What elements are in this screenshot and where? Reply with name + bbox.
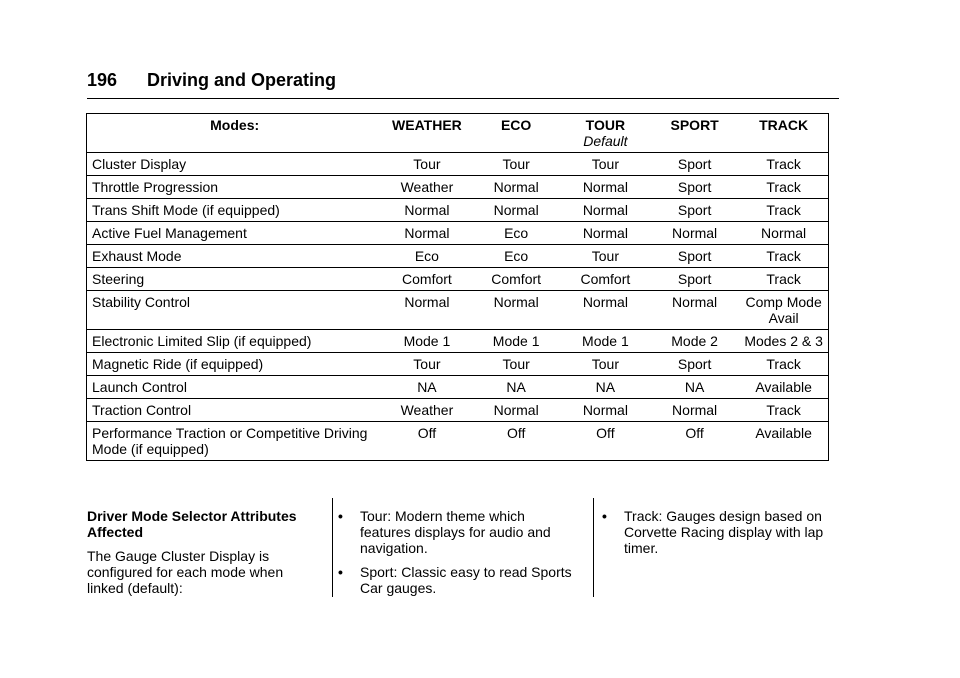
bullet-text: Sport: Classic easy to read Sports Car gauges. xyxy=(360,564,572,596)
table-row xyxy=(87,399,829,422)
table-cell: Normal xyxy=(404,202,450,218)
table-cell: Tour xyxy=(502,356,530,372)
table-cell: Track xyxy=(766,402,801,418)
table-cell: Normal xyxy=(404,294,450,310)
column-header xyxy=(739,114,828,153)
table-cell: Normal xyxy=(493,179,539,195)
table-cell: Mode 1 xyxy=(403,333,451,349)
table-row xyxy=(87,199,829,222)
table-cell: Normal xyxy=(582,225,628,241)
table-cell: Weather xyxy=(400,179,454,195)
table-cell: Normal xyxy=(672,225,718,241)
intro-paragraph: The Gauge Cluster Display is configured for each mode when linked (default): xyxy=(87,548,284,596)
row-label: Traction Control xyxy=(92,402,192,418)
table-row xyxy=(87,268,829,291)
table-cell: Normal xyxy=(672,402,718,418)
table-cell: Normal xyxy=(582,202,628,218)
row-label: Steering xyxy=(92,271,145,287)
table-cell: Off xyxy=(417,425,437,441)
table-cell: Normal xyxy=(582,294,628,310)
column-divider xyxy=(593,498,594,597)
table-cell: Track xyxy=(766,202,801,218)
table-cell: Normal xyxy=(672,294,718,310)
list-item xyxy=(336,508,576,556)
table-cell: Tour xyxy=(502,156,530,172)
table-cell: NA xyxy=(595,379,616,395)
row-label: Throttle Progression xyxy=(92,179,219,195)
list-item xyxy=(336,564,576,596)
row-label: Trans Shift Mode (if equipped) xyxy=(92,202,280,218)
table-cell: Off xyxy=(596,425,615,441)
table-cell: NA xyxy=(417,379,437,395)
section-title: Driving and Operating xyxy=(147,70,337,90)
column-header xyxy=(650,114,739,153)
row-label: Launch Control xyxy=(92,379,187,395)
column-divider xyxy=(332,498,333,597)
table-cell: Comfort xyxy=(491,271,542,287)
page-number: 196 xyxy=(87,70,118,90)
table-cell: Normal xyxy=(582,402,628,418)
table-cell: Mode 1 xyxy=(492,333,540,349)
column-header xyxy=(382,114,471,153)
table-row xyxy=(87,176,829,199)
table-cell: Eco xyxy=(504,248,529,264)
table-cell: Tour xyxy=(591,248,619,264)
bullet-text: Track: Gauges design based on Corvette Racing display with lap timer. xyxy=(624,508,824,556)
bullet-text: Tour: Modern theme which features displays for audio and navigation. xyxy=(360,508,551,556)
table-cell: Track xyxy=(766,356,801,372)
table-cell: Track xyxy=(766,179,801,195)
table-cell: Comfort xyxy=(580,271,631,287)
driver-modes-table xyxy=(86,113,829,461)
table-cell: Normal xyxy=(761,225,807,241)
column-header xyxy=(472,114,561,153)
table-row xyxy=(87,245,829,268)
bullet-icon: • xyxy=(338,564,343,580)
table-cell: Track xyxy=(766,271,801,287)
table-cell: Track xyxy=(766,248,801,264)
row-label: Electronic Limited Slip (if equipped) xyxy=(92,333,312,349)
row-label: Performance Traction or Competitive Driving Mode (if equipped) xyxy=(92,425,368,457)
text-column-3 xyxy=(600,508,840,564)
row-label: Cluster Display xyxy=(92,156,187,172)
table-row xyxy=(87,330,829,353)
table-row xyxy=(87,153,829,176)
column-header xyxy=(561,114,650,153)
column-header-label: WEATHER xyxy=(392,117,462,133)
column-header-label: ECO xyxy=(500,117,532,133)
table-cell: Normal xyxy=(493,402,539,418)
table-cell: Eco xyxy=(504,225,529,241)
table-cell: Available xyxy=(755,379,812,395)
table-cell: Mode 1 xyxy=(582,333,629,349)
table-cell: Sport xyxy=(677,179,712,195)
table-cell: Weather xyxy=(400,402,454,418)
table-cell: Sport xyxy=(677,202,712,218)
table-cell: Comp Mode Avail xyxy=(745,294,822,326)
column-header-label: TOUR xyxy=(585,117,626,133)
column-header-subtitle: Default xyxy=(583,133,628,149)
column-header-label: Modes: xyxy=(210,117,260,133)
table-row xyxy=(87,422,829,461)
column-header-label: SPORT xyxy=(670,117,719,133)
table-cell: Off xyxy=(506,425,526,441)
table-cell: Tour xyxy=(591,356,619,372)
table-cell: Mode 2 xyxy=(671,333,718,349)
table-cell: Sport xyxy=(677,271,712,287)
table-row xyxy=(87,222,829,245)
page-header xyxy=(87,70,839,99)
row-label: Magnetic Ride (if equipped) xyxy=(92,356,264,372)
bullet-icon: • xyxy=(338,508,343,524)
list-item xyxy=(600,508,840,556)
table-cell: Tour xyxy=(413,356,441,372)
table-cell: Modes 2 & 3 xyxy=(744,333,823,349)
table-cell: Normal xyxy=(582,179,628,195)
table-cell: Off xyxy=(685,425,704,441)
table-cell: Comfort xyxy=(402,271,452,287)
row-label: Stability Control xyxy=(92,294,191,310)
table-cell: Normal xyxy=(404,225,450,241)
section-heading: Driver Mode Selector Attributes Affected xyxy=(87,508,297,540)
text-column-2 xyxy=(336,508,576,604)
table-row xyxy=(87,376,829,399)
bullet-icon: • xyxy=(602,508,607,524)
table-cell: Sport xyxy=(677,248,712,264)
column-header-label: TRACK xyxy=(759,117,809,133)
table-cell: NA xyxy=(684,379,705,395)
row-label: Active Fuel Management xyxy=(92,225,247,241)
table-cell: Normal xyxy=(493,202,539,218)
table-cell: Tour xyxy=(413,156,441,172)
table-row xyxy=(87,353,829,376)
column-header xyxy=(87,114,383,153)
table-row xyxy=(87,291,829,330)
table-cell: NA xyxy=(506,379,526,395)
table-cell: Eco xyxy=(414,248,439,264)
row-label: Exhaust Mode xyxy=(92,248,182,264)
table-cell: Sport xyxy=(677,156,712,172)
table-cell: Track xyxy=(766,156,801,172)
text-column-1 xyxy=(87,508,317,604)
table-cell: Tour xyxy=(591,156,619,172)
table-header-row xyxy=(87,114,829,153)
table-cell: Available xyxy=(755,425,812,441)
table-cell: Normal xyxy=(493,294,539,310)
table-cell: Sport xyxy=(677,356,712,372)
